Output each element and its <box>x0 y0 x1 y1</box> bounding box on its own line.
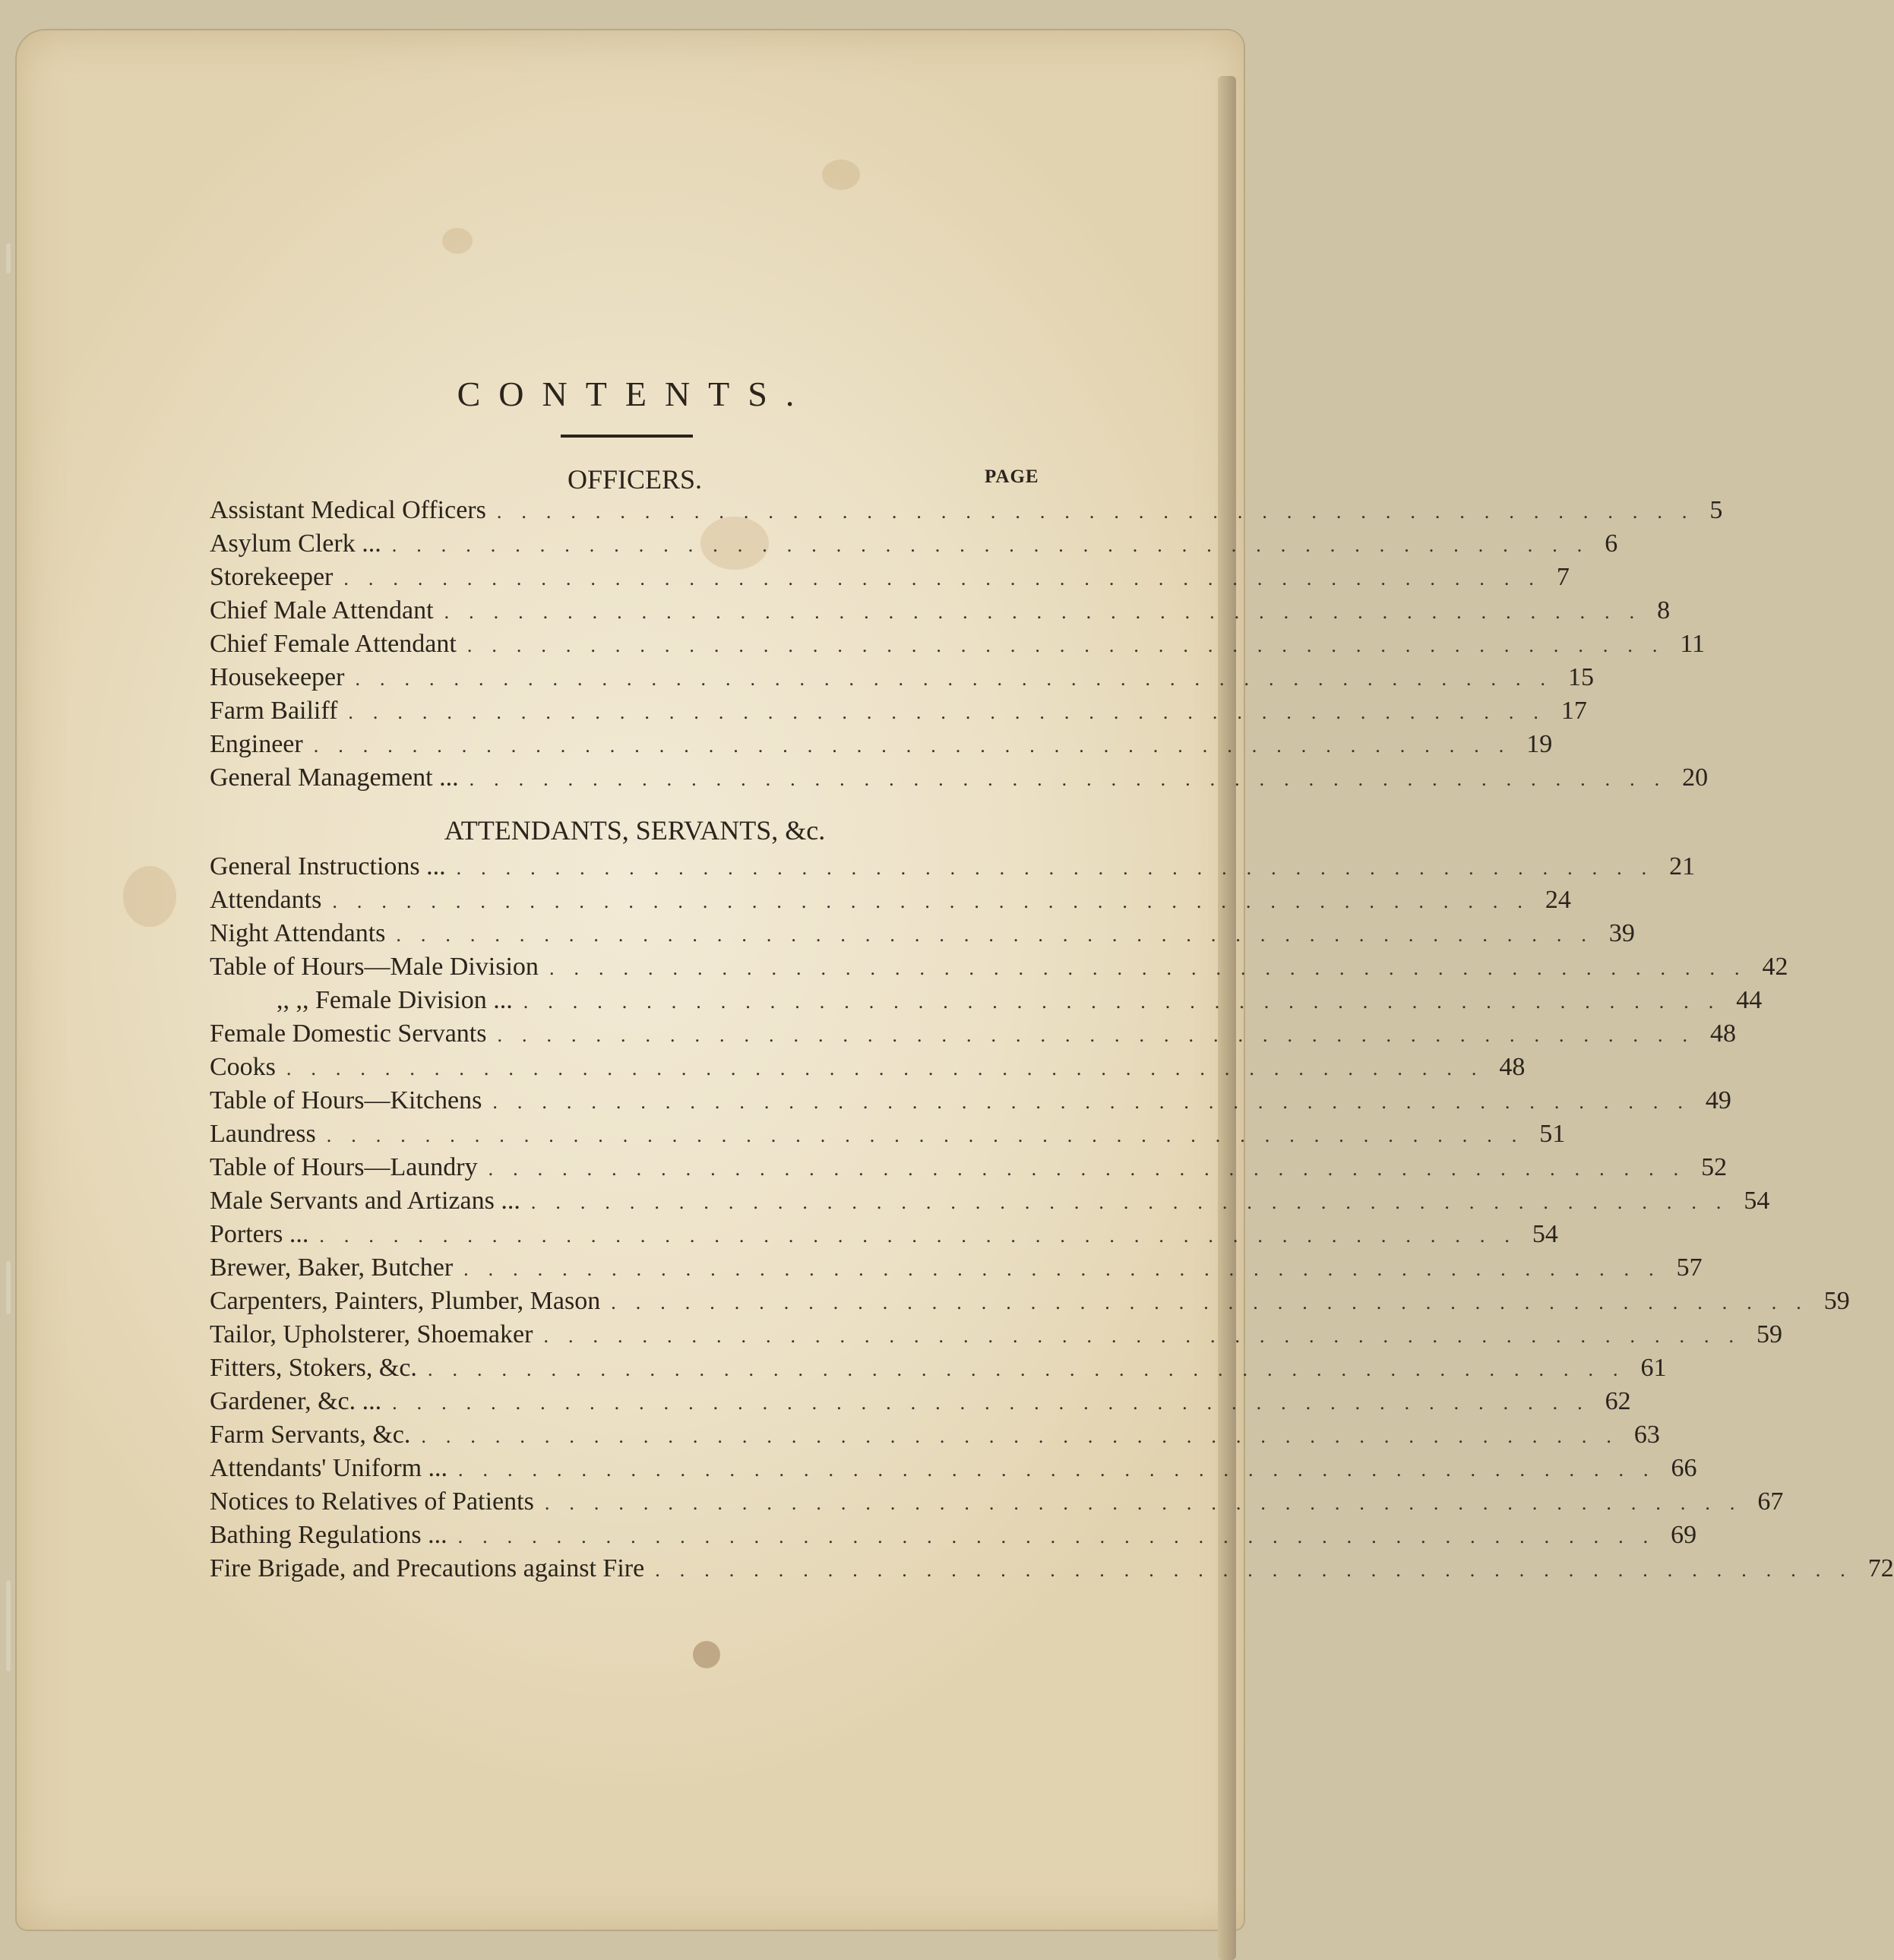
toc-officers <box>210 496 1723 797</box>
section-heading-officers: OFFICERS. <box>567 464 703 495</box>
toc-entry-label: Male Servants and Artizans ... <box>210 1187 520 1215</box>
toc-entry-label: Chief Female Attendant <box>210 630 457 658</box>
toc-entry <box>210 1554 1894 1588</box>
dot-leader: ................................................. <box>392 1392 1602 1414</box>
dot-leader: ................................................. <box>543 1325 1753 1347</box>
toc-entry-label: Chief Male Attendant <box>210 596 434 624</box>
toc-entry <box>210 919 1635 953</box>
toc-entry-label: General Management ... <box>210 763 459 792</box>
stain <box>693 1641 720 1668</box>
toc-entry-label: Attendants <box>210 886 322 914</box>
toc-entry-page: 6 <box>1605 530 1618 558</box>
toc-entry-label: Porters ... <box>210 1220 309 1248</box>
toc-entry-page: 42 <box>1762 953 1788 981</box>
toc-entry <box>210 1487 1784 1521</box>
dot-leader: ................................................. <box>611 1291 1821 1314</box>
toc-entry-page: 19 <box>1526 730 1553 758</box>
toc-entry-label: Engineer <box>210 730 303 758</box>
toc-entry-label: Notices to Relatives of Patients <box>210 1487 534 1516</box>
toc-entry-page: 48 <box>1709 1020 1736 1048</box>
toc-entry <box>210 1454 1697 1487</box>
dot-leader: ................................................. <box>421 1425 1631 1447</box>
dot-leader: ................................................. <box>343 567 1554 590</box>
toc-entry-page: 17 <box>1560 697 1587 725</box>
dot-leader: ................................................. <box>523 991 1734 1013</box>
toc-entry-label: Fire Brigade, and Precautions against Fire <box>210 1554 645 1582</box>
dot-leader: ................................................. <box>326 1124 1537 1146</box>
dot-leader: ................................................. <box>530 1191 1741 1213</box>
toc-entry-page: 52 <box>1701 1153 1728 1181</box>
toc-entry-label: Housekeeper <box>210 663 345 691</box>
toc-entry-label: Table of Hours—Laundry <box>210 1153 478 1181</box>
dot-leader: ................................................. <box>458 1459 1668 1481</box>
toc-entry <box>210 1320 1782 1354</box>
toc-entry <box>210 730 1553 763</box>
toc-entry <box>210 496 1723 530</box>
toc-entry <box>210 886 1571 919</box>
toc-entry-page: 57 <box>1676 1253 1703 1282</box>
toc-entry <box>210 663 1594 697</box>
toc-entry-label: Storekeeper <box>210 563 334 591</box>
dot-leader: ................................................. <box>286 1057 1497 1080</box>
toc-entry-page: 15 <box>1567 663 1594 691</box>
toc-entry <box>210 1387 1631 1421</box>
toc-entry-label: Night Attendants <box>210 919 386 947</box>
toc-entry-label: Brewer, Baker, Butcher <box>210 1253 454 1282</box>
toc-entry <box>210 1187 1770 1220</box>
dot-leader: ................................................. <box>456 857 1667 879</box>
toc-entry <box>210 1020 1736 1053</box>
toc-entry-label: Tailor, Upholsterer, Shoemaker <box>210 1320 533 1348</box>
toc-entry-label: Farm Servants, &c. <box>210 1421 411 1449</box>
dot-leader: ................................................. <box>444 601 1655 623</box>
toc-entry <box>210 1220 1558 1253</box>
toc-entry-page: 20 <box>1682 763 1709 792</box>
dot-leader: ................................................. <box>457 1525 1668 1547</box>
toc-entry-label: ,, ,, Female Division ... <box>277 986 513 1014</box>
stain <box>123 866 176 927</box>
page-title: CONTENTS. <box>457 375 813 413</box>
toc-entry <box>210 986 1763 1020</box>
dot-leader: ................................................. <box>396 924 1606 946</box>
toc-entry-label: Asylum Clerk ... <box>210 530 381 558</box>
page-column-label: PAGE <box>985 466 1039 487</box>
toc-entry-page: 67 <box>1757 1487 1784 1516</box>
toc-entry-label: Table of Hours—Kitchens <box>210 1086 482 1114</box>
toc-entry-label: Cooks <box>210 1053 276 1081</box>
toc-entry-label: Female Domestic Servants <box>210 1020 487 1048</box>
binding-thread <box>6 243 11 273</box>
toc-entry <box>210 530 1618 563</box>
toc-entry-page: 61 <box>1640 1354 1667 1382</box>
toc-entry-page: 54 <box>1532 1220 1558 1248</box>
dot-leader: ................................................. <box>463 1258 1674 1280</box>
toc-entry-page: 62 <box>1605 1387 1631 1415</box>
toc-entry-page: 44 <box>1736 986 1763 1014</box>
toc-entry-label: Carpenters, Painters, Plumber, Mason <box>210 1287 601 1315</box>
dot-leader: ................................................. <box>319 1225 1529 1247</box>
dot-leader: ................................................. <box>469 768 1680 790</box>
toc-entry <box>210 1421 1660 1454</box>
toc-entry <box>210 763 1709 797</box>
dot-leader: ................................................. <box>332 890 1542 912</box>
toc-entry-label: Gardener, &c. ... <box>210 1387 382 1415</box>
section-heading-attendants: ATTENDANTS, SERVANTS, &c. <box>444 815 826 846</box>
stain <box>442 228 473 254</box>
dot-leader: ................................................. <box>391 534 1602 556</box>
toc-entry-page: 59 <box>1756 1320 1782 1348</box>
toc-entry <box>210 1521 1697 1554</box>
toc-entry <box>210 1120 1566 1153</box>
dot-leader: ................................................. <box>496 501 1707 523</box>
toc-entry-page: 24 <box>1545 886 1571 914</box>
toc-entry-page: 66 <box>1671 1454 1697 1482</box>
toc-entry <box>210 563 1570 596</box>
binding-thread <box>6 1261 11 1314</box>
toc-entry-page: 72 <box>1867 1554 1894 1582</box>
toc-entry-label: Table of Hours—Male Division <box>210 953 539 981</box>
toc-entry-page: 39 <box>1608 919 1635 947</box>
toc-entry-page: 7 <box>1556 563 1570 591</box>
toc-entry-label: Fitters, Stokers, &c. <box>210 1354 417 1382</box>
page-edge <box>1218 76 1236 1960</box>
toc-entry-page: 51 <box>1539 1120 1566 1148</box>
dot-leader: ................................................. <box>466 634 1677 656</box>
dot-leader: ................................................. <box>492 1091 1703 1113</box>
toc-entry <box>210 697 1587 730</box>
toc-entry-page: 21 <box>1669 852 1696 880</box>
dot-leader: ................................................. <box>313 735 1524 757</box>
toc-entry-page: 63 <box>1633 1421 1660 1449</box>
binding-thread <box>6 1580 11 1671</box>
toc-entry <box>210 1287 1850 1320</box>
toc-entry-page: 11 <box>1680 630 1706 658</box>
dot-leader: ................................................. <box>655 1559 1865 1581</box>
title-rule <box>561 435 693 438</box>
toc-entry-label: Assistant Medical Officers <box>210 496 486 524</box>
dot-leader: ................................................. <box>497 1024 1707 1046</box>
toc-entry-label: Farm Bailiff <box>210 697 338 725</box>
toc-entry <box>210 1053 1526 1086</box>
toc-entry <box>210 630 1706 663</box>
dot-leader: ................................................. <box>427 1358 1638 1380</box>
toc-entry-page: 69 <box>1671 1521 1697 1549</box>
toc-entry-page: 49 <box>1705 1086 1731 1114</box>
toc-entry-page: 5 <box>1709 496 1723 524</box>
toc-entry <box>210 852 1696 886</box>
dot-leader: ................................................. <box>549 957 1760 979</box>
dot-leader: ................................................. <box>348 701 1558 723</box>
toc-entry <box>210 1153 1728 1187</box>
toc-entry <box>210 596 1671 630</box>
stain <box>822 160 860 190</box>
dot-leader: ................................................. <box>544 1492 1755 1514</box>
toc-entry-label: Laundress <box>210 1120 316 1148</box>
toc-entry-page: 54 <box>1744 1187 1770 1215</box>
toc-entry <box>210 953 1788 986</box>
toc-entry <box>210 1086 1731 1120</box>
dot-leader: ................................................. <box>355 668 1565 690</box>
dot-leader: ................................................. <box>488 1158 1699 1180</box>
toc-entry-page: 8 <box>1657 596 1671 624</box>
toc-entry-page: 59 <box>1823 1287 1850 1315</box>
toc-attendants-servants <box>210 852 1894 1588</box>
toc-entry <box>210 1253 1703 1287</box>
toc-entry <box>210 1354 1667 1387</box>
toc-entry-label: Attendants' Uniform ... <box>210 1454 448 1482</box>
toc-entry-label: Bathing Regulations ... <box>210 1521 447 1549</box>
toc-entry-page: 48 <box>1499 1053 1526 1081</box>
toc-entry-label: General Instructions ... <box>210 852 446 880</box>
